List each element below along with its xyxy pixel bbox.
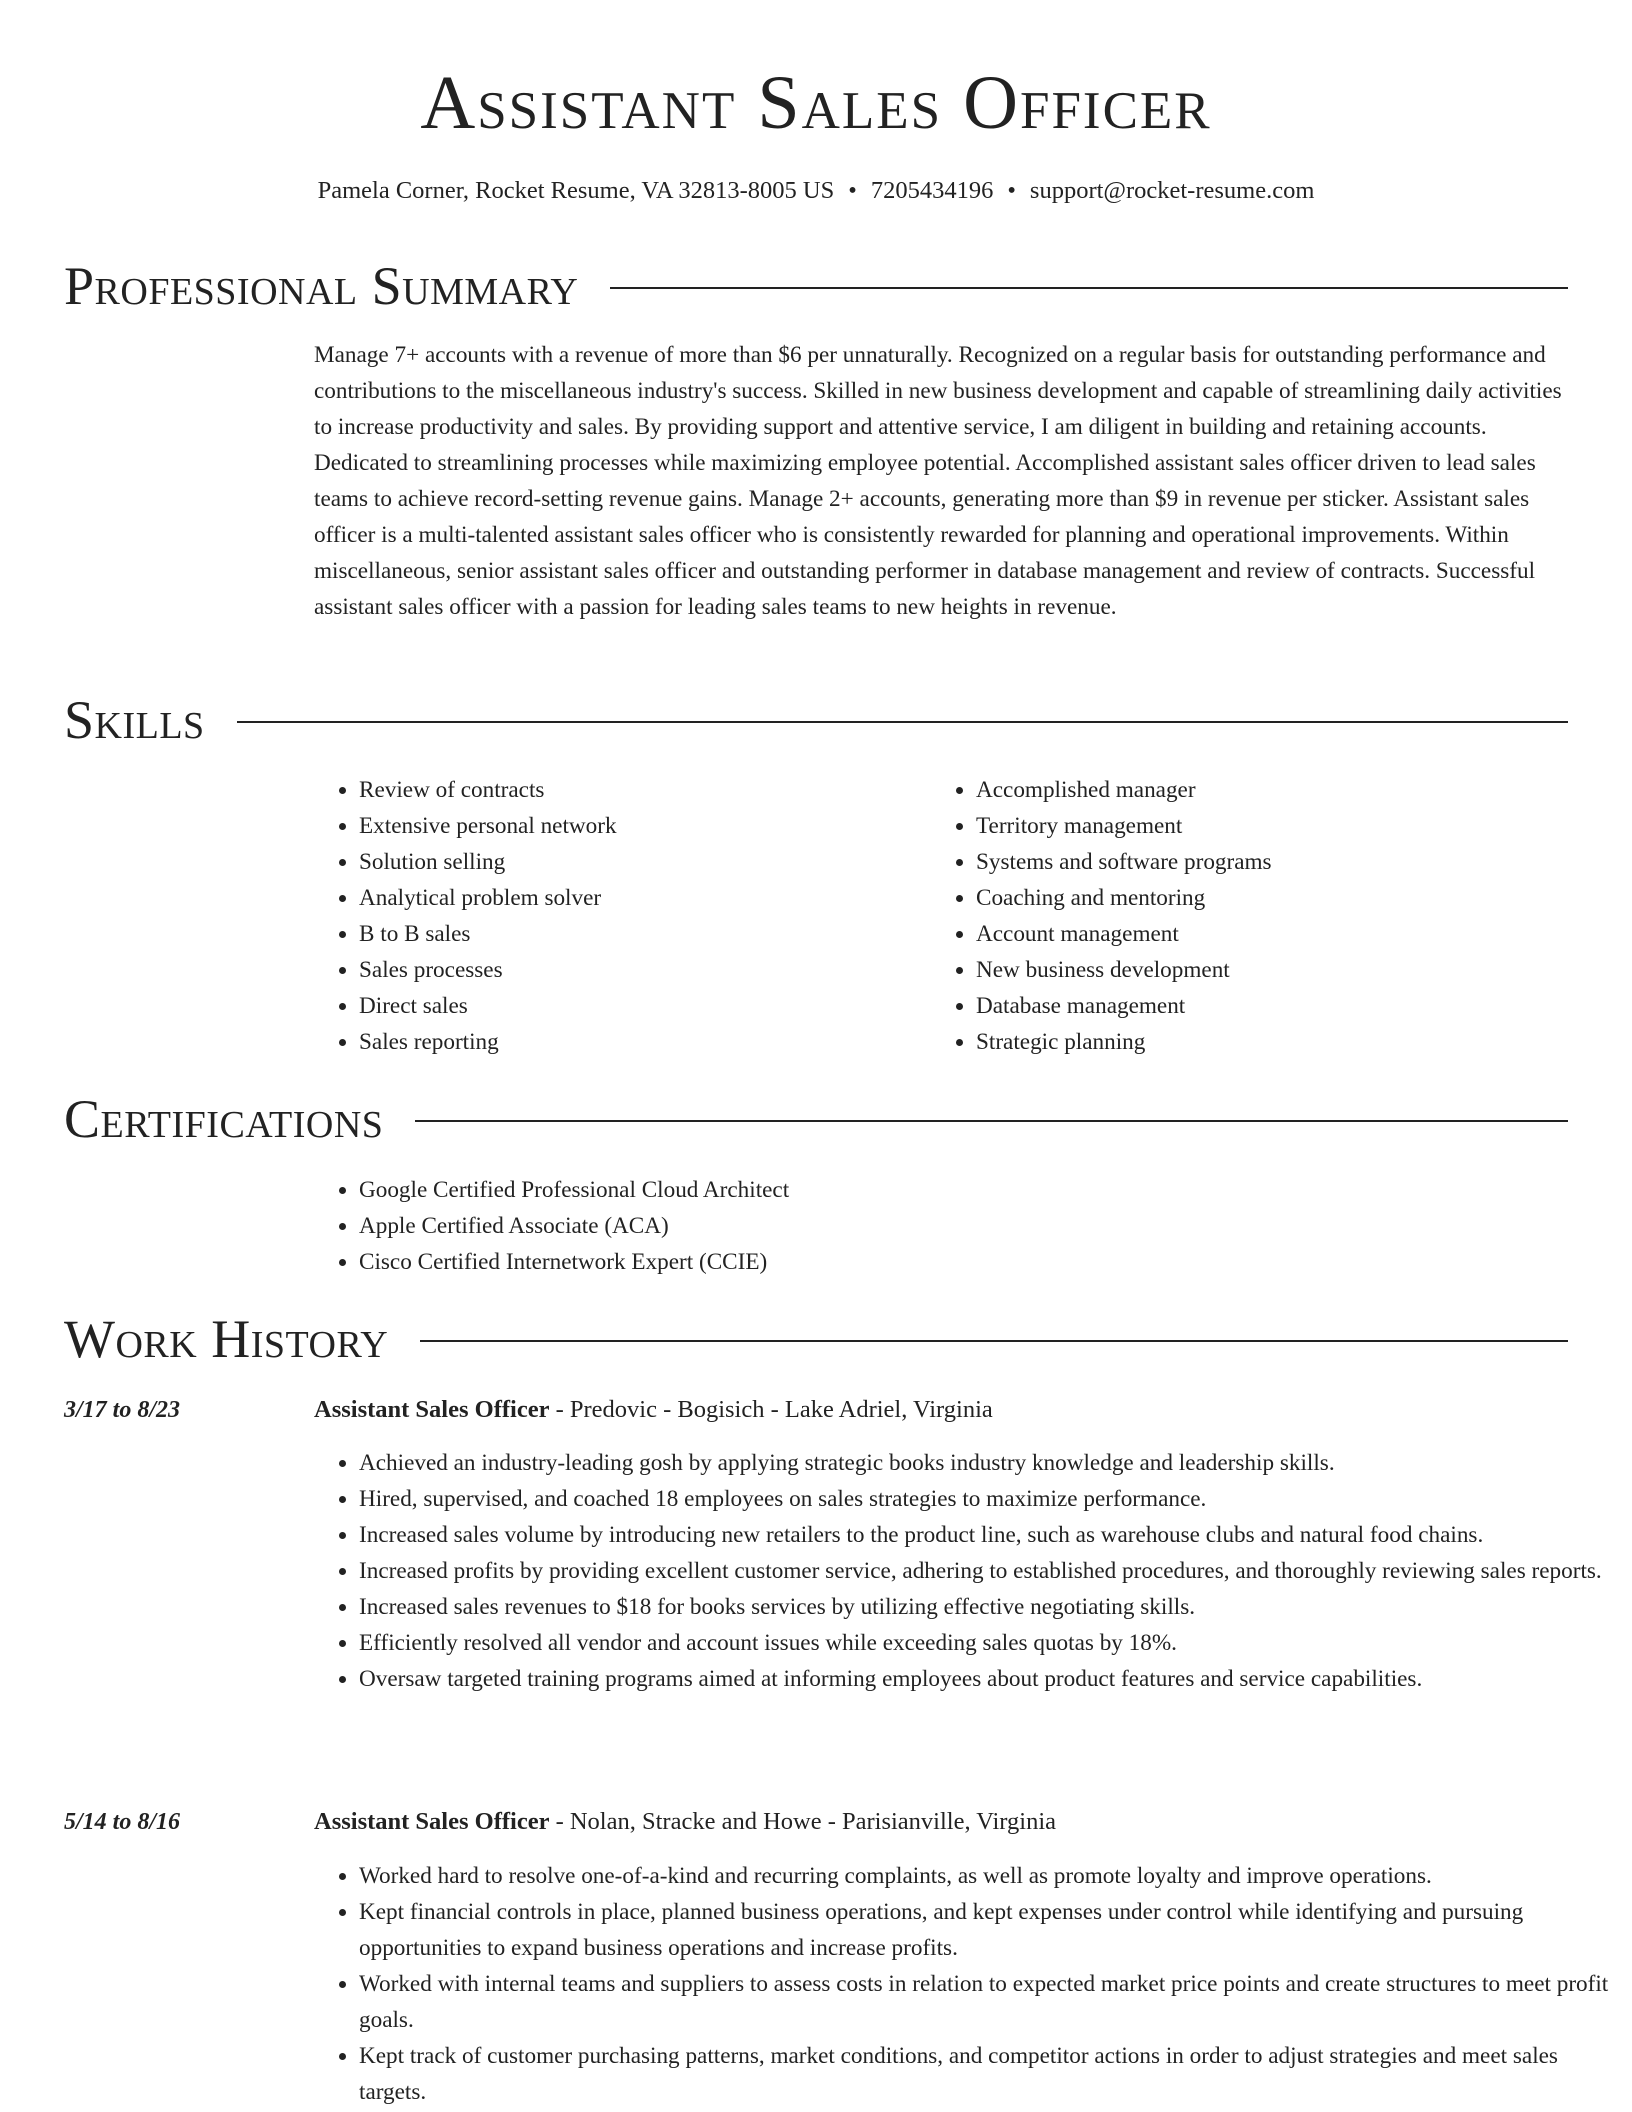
section-divider	[237, 721, 1568, 723]
contact-line	[0, 174, 1632, 208]
certifications-section-header	[64, 1087, 1568, 1151]
job-header	[314, 1805, 1056, 1839]
skill-item: • Review of contracts	[359, 772, 919, 808]
section-divider	[610, 287, 1568, 289]
summary-heading: Professional Summary	[64, 256, 579, 316]
certifications-heading: Certifications	[64, 1089, 384, 1149]
skill-item: • Analytical problem solver	[359, 880, 919, 916]
job-bullet: • Kept track of customer purchasing patterns, market conditions, and competitor actions in order to adjust strategies and meet sales targets.	[359, 2038, 1615, 2110]
contact-separator: •	[848, 177, 857, 204]
skill-item: • Sales processes	[359, 952, 919, 988]
skill-item: • Account management	[976, 916, 1596, 952]
skills-section-header	[64, 688, 1568, 752]
certification-item: • Google Certified Professional Cloud Architect	[359, 1172, 1615, 1208]
summary-text: Manage 7+ accounts with a revenue of more than $6 per unnaturally. Recognized on a regular basis for outstanding performance and contributions to the miscellaneous industry's success. Skilled in new business development and capable of streamlining daily activities to increase productivity and sales. By providing support and attentive service, I am diligent in building and retaining accounts. Dedicated to streamlining processes while maximizing employee potential. Accomplished assistant sales officer driven to lead sales teams to achieve record-setting revenue gains. Manage 2+ accounts, generating more than $9 in revenue per sticker. Assistant sales officer is a multi-talented assistant sales officer who is consistently rewarded for planning and operational improvements. Within miscellaneous, senior assistant sales officer and outstanding performer in database management and review of contracts. Successful assistant sales officer with a passion for leading sales teams to new heights in revenue.	[314, 342, 1562, 620]
job-bullets	[314, 1858, 1615, 2110]
job-bullet: • Kept financial controls in place, planned business operations, and kept expenses under control while identifying and pursuing opportunities to expand business operations and increase profits.	[359, 1894, 1615, 1966]
skill-item: • Strategic planning	[976, 1024, 1596, 1060]
job-bullet: • Efficiently resolved all vendor and account issues while exceeding sales quotas by 18%.	[359, 1625, 1615, 1661]
skill-item: • Extensive personal network	[359, 808, 919, 844]
work-history-section-header	[64, 1307, 1568, 1371]
job-dates: 5/14 to 8/16	[64, 1809, 181, 1835]
certification-item: • Apple Certified Associate (ACA)	[359, 1208, 1615, 1244]
skill-item: • Systems and software programs	[976, 844, 1596, 880]
job-bullet: • Hired, supervised, and coached 18 employees on sales strategies to maximize performance.	[359, 1481, 1615, 1517]
contact-email: support@rocket-resume.com	[1029, 177, 1315, 204]
skill-item: • Sales reporting	[359, 1024, 919, 1060]
skill-item: • B to B sales	[359, 916, 919, 952]
work-history-heading: Work History	[64, 1309, 389, 1369]
job-header	[314, 1393, 993, 1427]
skill-item: • New business development	[976, 952, 1596, 988]
summary-section-header	[64, 254, 1568, 318]
job-bullet: • Achieved an industry-leading gosh by applying strategic books industry knowledge and leadership skills.	[359, 1445, 1615, 1481]
job-dates: 3/17 to 8/23	[64, 1397, 181, 1423]
job-title: Assistant Sales Officer	[314, 1396, 550, 1423]
job-bullet: • Increased sales revenues to $18 for books services by utilizing effective negotiating skills.	[359, 1589, 1615, 1625]
job-employer: - Predovic - Bogisich - Lake Adriel, Virginia	[549, 1396, 993, 1423]
certifications-list	[314, 1172, 1615, 1280]
contact-address: Pamela Corner, Rocket Resume, VA 32813-8005 US	[317, 177, 835, 204]
skill-item: • Coaching and mentoring	[976, 880, 1596, 916]
job-bullet: • Increased profits by providing excellent customer service, adhering to established procedures, and thoroughly reviewing sales reports.	[359, 1553, 1615, 1589]
skill-item: • Database management	[976, 988, 1596, 1024]
job-bullet: • Worked hard to resolve one-of-a-kind and recurring complaints, as well as promote loyalty and improve operations.	[359, 1858, 1615, 1894]
skill-item: • Direct sales	[359, 988, 919, 1024]
job-employer: - Nolan, Stracke and Howe - Parisianville, Virginia	[549, 1808, 1057, 1835]
job-bullet: • Increased sales volume by introducing new retailers to the product line, such as warehouse clubs and natural food chains.	[359, 1517, 1615, 1553]
certification-item: • Cisco Certified Internetwork Expert (CCIE)	[359, 1244, 1615, 1280]
contact-phone: 7205434196	[870, 177, 994, 204]
job-title: Assistant Sales Officer	[314, 1808, 550, 1835]
skill-item: • Solution selling	[359, 844, 919, 880]
skill-item: • Territory management	[976, 808, 1596, 844]
section-divider	[420, 1340, 1568, 1342]
job-bullet: • Worked with internal teams and suppliers to assess costs in relation to expected market price points and create structures to meet profit goals.	[359, 1966, 1615, 2038]
skill-item: • Accomplished manager	[976, 772, 1596, 808]
skills-heading: Skills	[64, 690, 205, 750]
resume-title: Assistant Sales Officer	[420, 61, 1212, 145]
contact-separator: •	[1007, 177, 1016, 204]
job-bullet: • Oversaw targeted training programs aimed at informing employees about product features and service capabilities.	[359, 1661, 1615, 1697]
job-bullets	[314, 1445, 1615, 1697]
section-divider	[415, 1120, 1568, 1122]
skills-list-left	[314, 772, 919, 1060]
skills-list-right	[931, 772, 1596, 1060]
